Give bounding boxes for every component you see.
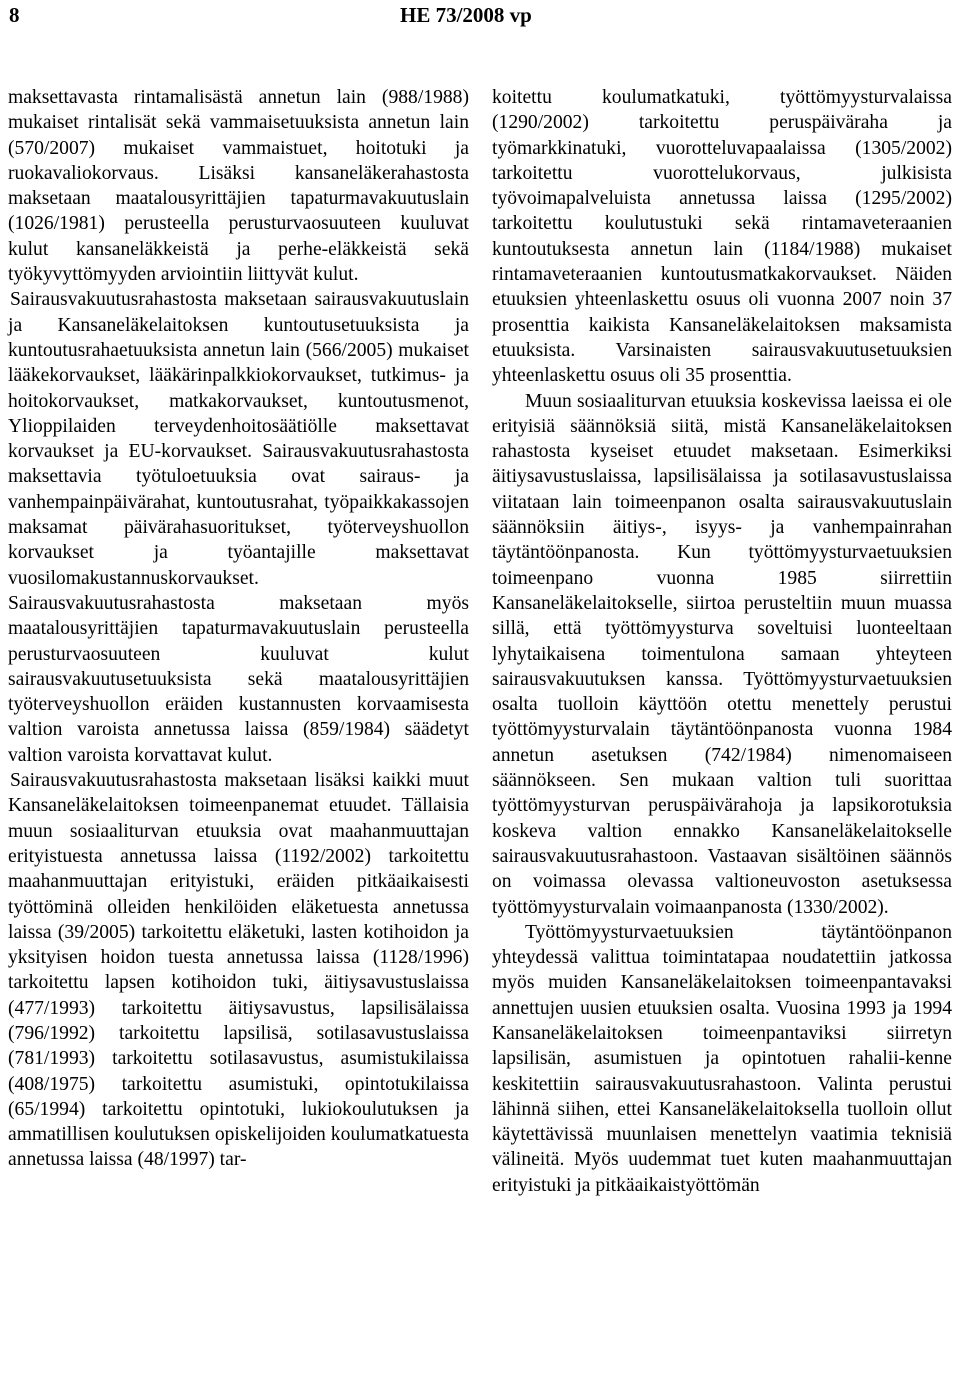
right-paragraph-2: Muun sosiaaliturvan etuuksia koskevissa laeissa ei ole erityisiä säännöksiä siitä, mistä Kansaneläkelaitoksen rahastosta kyseiset etuudet maksetaan. Esimerkiksi äitiysavustuslaissa, lapsilisälaissa ja sotilasavustuslaissa viitataan lain toimeenpanon osalta sairausvakuutuslain säännöksiin äitiys-, isyys- ja vanhempainrahan täytäntöönpanosta. Kun työttömyysturvaetuuksien toimeenpano vuonna 1985 siirrettiin Kansaneläkelaitokselle, siirtoa perusteltiin muun muassa sillä, että työttömyysturva soveltuisi luonteeltaan lyhytaikaisena toimentulona samaan yhteyteen sairausvakuutuksen kanssa. Työttömyysturvaetuuksien osalta tuolloin käyttöön otettu menettely perustui työttömyysturvalain täytäntöönpanosta vuonna 1984 annetun asetuksen (742/1984) nimenomaiseen säännökseen. Sen mukaan valtion tuli suorittaa työttömyysturvan peruspäivärahoja ja lapsikorotuksia koskeva valtion ennakko Kansaneläkelaitokselle sairausvakuutusrahastoon. Vastaavan sisältöinen säännös on voimassa olevassa valtioneuvoston asetuksessa työttömyysturvalain voimaanpanosta (1330/2002). bbox=[492, 390, 952, 918]
right-paragraph-3: Työttömyysturvaetuuksien täytäntöönpanon yhteydessä valittua toimintatapaa noudatettiin jatkossa myös muiden Kansaneläkelaitoksen toimeenpantavaksi annettujen uusien etuuksien osalta. Vuosina 1993 ja 1994 Kansaneläkelaitoksen toimeenpantaviksi siirretyn lapsilisän, asumistuen ja opintotuen rahalii-kenne keskitettiin sairausvakuutusrahastoon. Valinta perustui lähinnä siihen, ettei Kansaneläkelaitoksella tuolloin ollut käytettävissä muunlaisen menettelyn vaatimia teknisiä välineitä. Myös uudemmat tuet kuten maahanmuuttajan erityistuki ja pitkäaikaistyöttömän bbox=[492, 921, 952, 1196]
left-paragraph-1: maksettavasta rintamalisästä annetun lain (988/1988) mukaiset rintalisät sekä vammaisetuuksista annetun lain (570/2007) mukaiset vammaistuet, hoitotuki ja ruokavaliokorvaus. Lisäksi kansaneläkerahastosta maksetaan maatalousyrittäjien tapaturmavakuutuslain (1026/1981) perusteella perusturvaosuuteen kuuluvat kulut kansaneläkkeistä ja perhe-eläkkeistä sekä työkyvyttömyyden arviointiin liittyvät kulut. bbox=[8, 87, 469, 286]
left-paragraph-2: Sairausvakuutusrahastosta maksetaan sairausvakuutuslain ja Kansaneläkelaitoksen kuntoutusetuuksista ja kuntoutusrahaetuuksista annetun lain (566/2005) mukaiset lääkekorvaukset, lääkärinpalkkiokorvaukset, tutkimus- ja hoitokorvaukset, matkakorvaukset, kuntoutusmenot, Ylioppilaiden terveydenhoitosäätiölle maksettavat korvaukset ja EU-korvaukset. Sairausvakuutusrahastosta maksettavia työtuloetuuksia ovat sairaus- ja vanhempainpäivärahat, kuntoutusrahat, työpaikkakassojen maksamat päivärahasuoritukset, työterveyshuollon korvaukset ja työantajille maksettavat vuosilomakustannuskorvaukset. Sairausvakuutusrahastosta maksetaan myös maatalousyrittäjien tapaturmavakuutuslain perusteella perusturvaosuuteen kuuluvat kulut sairausvakuutusetuuksista sekä maatalousyrittäjien työterveyshuollon eräiden kustannusten korvaamisesta valtion varoista annetussa laissa (859/1984) säädetyt valtion varoista korvattavat kulut. bbox=[8, 289, 469, 766]
right-paragraph-1: koitettu koulumatkatuki, työttömyysturvalaissa (1290/2002) tarkoitettu peruspäiväraha ja työmarkkinatuki, vuorotteluvapaalaissa (1305/2002) tarkoitettu vuorottelukorvaus, julkisista työvoimapalveluista annetussa laissa (1295/2002) tarkoitettu koulutustuki sekä rintamaveteraanien kuntoutuksesta annetun lain (1184/1988) mukaiset rintamaveteraanien kuntoutusmatkakorvaukset. Näiden etuuksien yhteenlaskettu osuus oli vuonna 2007 noin 37 prosenttia kaikista Kansaneläkelaitoksen maksamista etuuksista. Varsinaisten sairausvakuutusetuuksien yhteenlaskettu osuus oli 35 prosenttia. bbox=[492, 87, 952, 387]
right-column bbox=[492, 85, 952, 1198]
page-header bbox=[0, 0, 960, 34]
document-id: HE 73/2008 vp bbox=[400, 3, 532, 27]
page-number: 8 bbox=[9, 3, 20, 27]
left-paragraph-3: Sairausvakuutusrahastosta maksetaan lisäksi kaikki muut Kansaneläkelaitoksen toimeenpanemat etuudet. Tällaisia muun sosiaaliturvan etuuksia ovat maahanmuuttajan erityistuesta annetussa laissa (1192/2002) tarkoitettu maahanmuuttajan erityistuki, eräiden pitkäaikaisesti työttöminä olleiden henkilöiden eläketuesta annetussa laissa (39/2005) tarkoitettu eläketuki, lasten kotihoidon ja yksityisen hoidon tuesta annetussa laissa (1128/1996) tarkoitettu lapsen kotihoidon tuki, äitiysavustuslaissa (477/1993) tarkoitettu äitiysavustus, lapsilisälaissa (796/1992) tarkoitettu lapsilisä, sotilasavustuslaissa (781/1993) tarkoitettu sotilasavustus, asumistukilaissa (408/1975) tarkoitettu asumistuki, opintotukilaissa (65/1994) tarkoitettu opintotuki, lukiokoulutuksen ja ammatillisen koulutuksen opiskelijoiden koulumatkatuesta annetussa laissa (48/1997) tar- bbox=[8, 770, 469, 1171]
left-column bbox=[8, 85, 469, 1173]
